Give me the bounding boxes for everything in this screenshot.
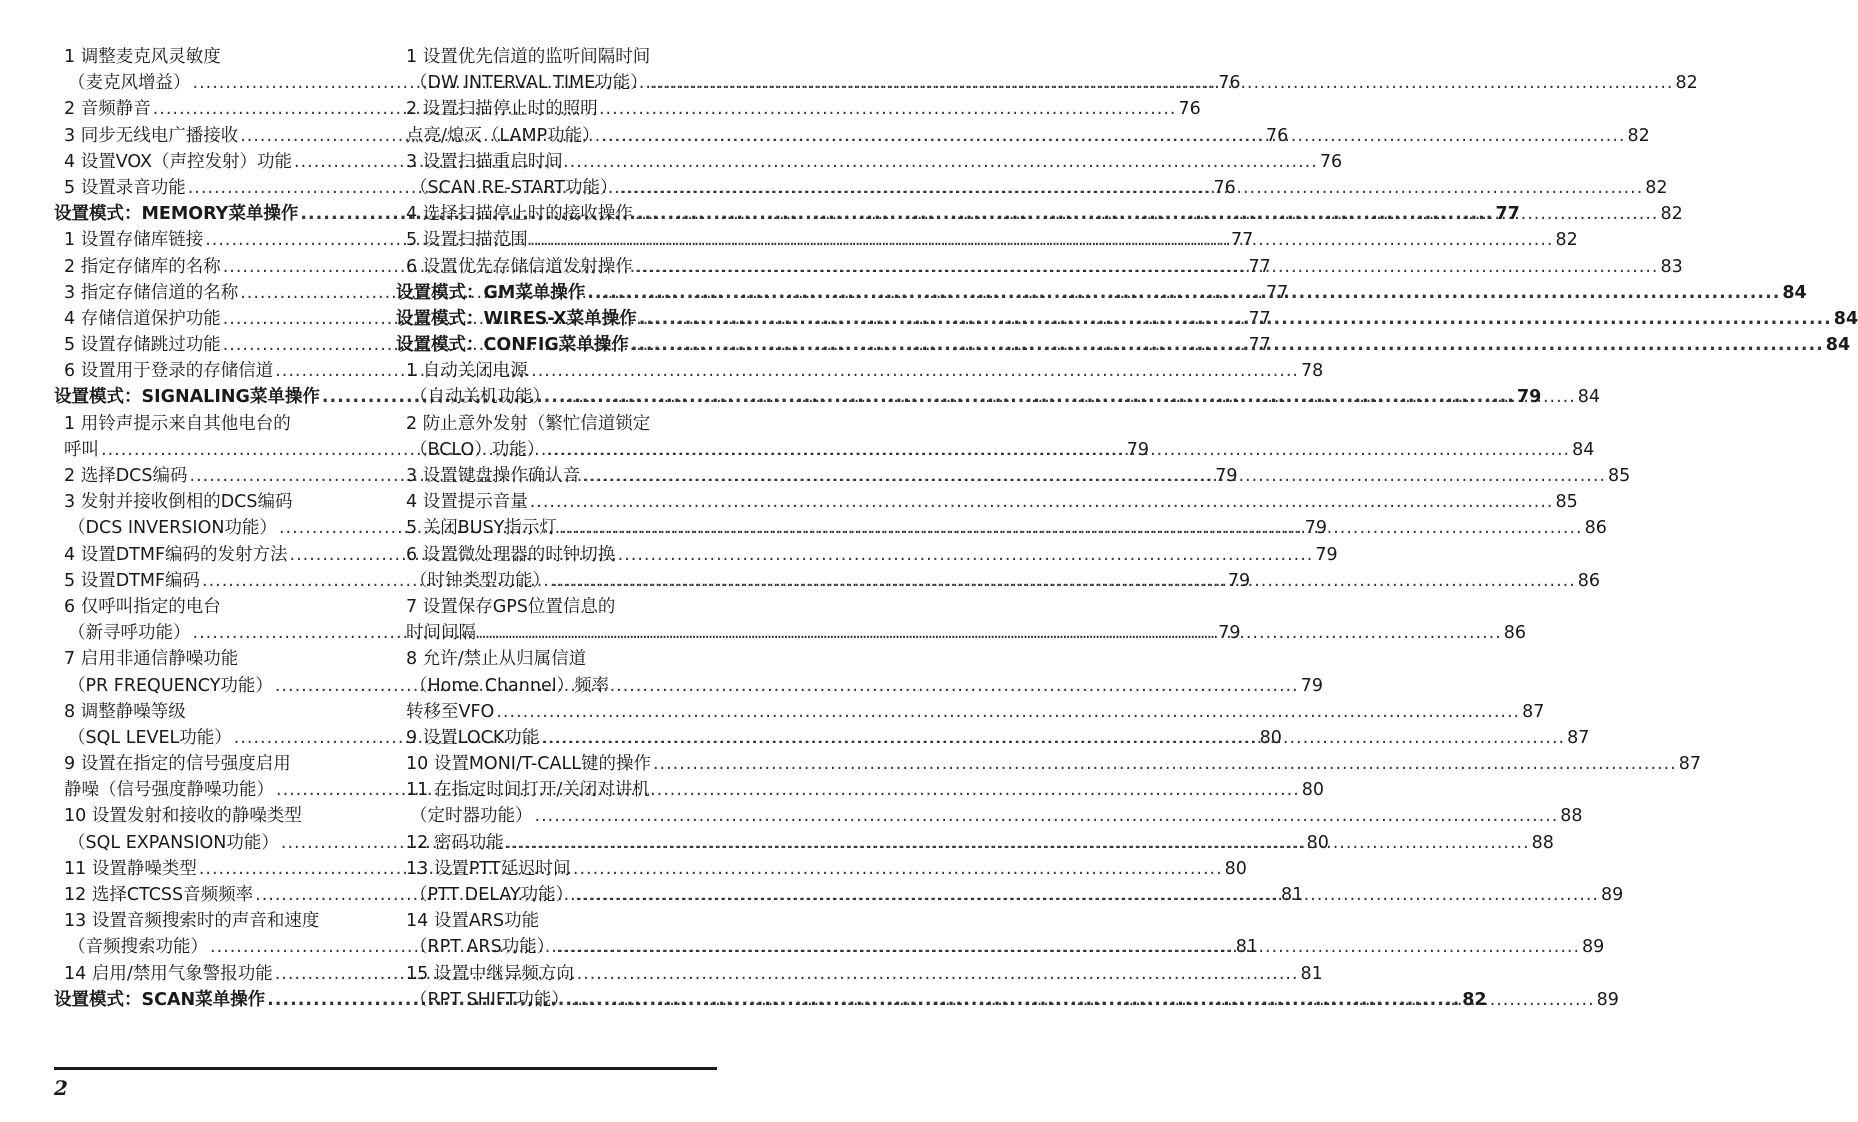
toc-entry-text: 1 自动关闭电源 xyxy=(406,361,528,382)
toc-entry-page: 89 xyxy=(1582,937,1605,958)
toc-leader-dots xyxy=(559,515,1583,541)
toc-entry-text: 3 指定存储信道的名称 xyxy=(64,282,239,303)
toc-entry-text: 呼叫 xyxy=(64,439,99,460)
toc-entry xyxy=(396,699,1545,725)
toc-entry-text: 3 同步无线电广播接收 xyxy=(64,125,239,146)
toc-entry xyxy=(54,411,374,437)
toc-entry xyxy=(54,699,374,725)
toc-entry-page: 76 xyxy=(1178,99,1201,120)
toc-entry-page: 88 xyxy=(1531,832,1554,853)
toc-entry-text: （时钟类型功能） xyxy=(410,570,550,591)
toc-entry-page: 89 xyxy=(1596,989,1619,1010)
toc-leader-dots xyxy=(631,332,1824,358)
toc-entry-page: 82 xyxy=(1645,177,1668,198)
toc-entry-page: 78 xyxy=(1301,361,1324,382)
toc-entry xyxy=(396,149,716,175)
toc-entry-page: 84 xyxy=(1782,282,1807,303)
toc-entry-page: 81 xyxy=(1235,937,1259,958)
toc-entry-text: 12 密码功能 xyxy=(406,832,504,853)
toc-entry-text: 6 设置微处理器的时钟切换 xyxy=(406,544,616,565)
toc-entry-text: 4 设置提示音量 xyxy=(406,492,528,513)
toc-entry xyxy=(396,44,716,70)
toc-entry-page: 76 xyxy=(1319,151,1343,172)
toc-entry-text: 9 设置LOCK功能 xyxy=(406,727,540,748)
toc-entry-page: 79 xyxy=(1227,570,1251,591)
toc-entry xyxy=(396,411,716,437)
toc-entry-page: 77 xyxy=(1248,335,1271,356)
toc-entry-text: 6 设置用于登录的存储信道 xyxy=(64,361,274,382)
toc-entry-text: （PR FREQUENCY功能） xyxy=(68,675,273,696)
toc-entry-text: （DW INTERVAL TIME功能） xyxy=(410,73,648,94)
toc-leader-dots xyxy=(571,987,1595,1013)
toc-entry-text: 2 设置扫描停止时的照明 xyxy=(406,99,598,120)
toc-entry xyxy=(396,646,716,672)
toc-leader-dots xyxy=(478,620,1502,646)
toc-entry-text: 8 允许/禁止从归属信道 xyxy=(406,649,587,670)
toc-entry xyxy=(54,594,374,620)
toc-entry-text: 1 设置优先信道的监听间隔时间 xyxy=(406,47,651,67)
toc-entry-page: 76 xyxy=(1213,177,1236,198)
toc-entry xyxy=(54,489,374,515)
toc-entry xyxy=(396,96,716,122)
toc-entry-text: 2 防止意外发射（繁忙信道锁定 xyxy=(406,413,651,434)
toc-entry-text: （Home Channel）频率 xyxy=(410,675,610,696)
toc-leader-dots xyxy=(556,934,1580,960)
toc-entry-text: 转移至VFO xyxy=(406,701,495,722)
toc-entry-page: 77 xyxy=(1495,204,1520,225)
toc-entry-text: 2 音频静音 xyxy=(64,99,151,120)
toc-entry-text: （麦克风增益） xyxy=(68,73,191,94)
toc-entry-page: 77 xyxy=(1266,282,1289,303)
toc-entry-page: 82 xyxy=(1462,989,1487,1010)
toc-entry-page: 80 xyxy=(1301,780,1325,801)
toc-entry-text: 设置模式：SIGNALING菜单操作 xyxy=(54,387,320,408)
toc-entry-text: 3 设置键盘操作确认音 xyxy=(406,466,581,486)
toc-entry-page: 79 xyxy=(1126,439,1150,460)
toc-entry-page: 87 xyxy=(1567,727,1590,748)
toc-entry-page: 86 xyxy=(1503,623,1527,644)
toc-entry-page: 87 xyxy=(1678,754,1702,775)
toc-leader-dots xyxy=(575,882,1599,908)
toc-leader-dots xyxy=(552,568,1576,594)
toc-entry-text: （定时器功能） xyxy=(410,806,533,827)
toc-entry-page: 84 xyxy=(1833,308,1858,329)
toc-entry-page: 79 xyxy=(1300,675,1323,696)
toc-entry-text: （PTT DELAY功能） xyxy=(410,885,574,905)
toc-entry-page: 82 xyxy=(1555,230,1578,251)
toc-entry-page: 80 xyxy=(1224,858,1247,879)
toc-leader-dots xyxy=(602,123,1626,149)
toc-entry-text: 设置模式：SCAN菜单操作 xyxy=(54,989,266,1010)
page-number: 2 xyxy=(54,1076,68,1100)
toc-entry-page: 76 xyxy=(1218,73,1241,94)
toc-entry-text: 15 设置中继异频方向 xyxy=(406,963,574,984)
toc-leader-dots xyxy=(552,384,1576,410)
toc-entry-text: 5 设置存储跳过功能 xyxy=(64,335,221,356)
toc-entry-page: 82 xyxy=(1627,125,1650,146)
toc-entry-page: 82 xyxy=(1675,73,1698,94)
toc-entry-text: 14 启用/禁用气象警报功能 xyxy=(64,963,273,984)
toc-entry xyxy=(396,777,716,803)
toc-entry-text: （自动关机功能） xyxy=(410,387,550,408)
toc-entry-text: 13 设置音频搜索时的声音和速度 xyxy=(64,911,320,932)
toc-entry-page: 79 xyxy=(1215,466,1238,486)
toc-leader-dots xyxy=(496,699,1520,725)
toc-entry-text: 12 选择CTCSS音频频率 xyxy=(64,885,254,905)
toc-entry-text: 4 选择扫描停止时的接收操作 xyxy=(406,204,633,225)
toc-entry-text: 13 设置PTT延迟时间 xyxy=(406,858,571,879)
toc-entry-text: 3 设置扫描重启时间 xyxy=(406,151,563,172)
toc-entry-page: 80 xyxy=(1259,727,1282,748)
toc-entry-page: 85 xyxy=(1555,492,1578,513)
toc-leader-dots xyxy=(587,280,1780,306)
toc-entry-text: 3 发射并接收倒相的DCS编码 xyxy=(64,492,293,513)
toc-entry-text: 5 关闭BUSY指示灯 xyxy=(406,518,557,539)
toc-leader-dots xyxy=(619,175,1643,201)
toc-entry-text: （音频搜索功能） xyxy=(68,937,208,958)
toc-entry-page: 79 xyxy=(1315,544,1338,565)
toc-entry-text: 静噪（信号强度静噪功能） xyxy=(64,780,274,801)
toc-entry-text: 设置模式：CONFIG菜单操作 xyxy=(396,335,629,356)
toc-entry-text: 2 指定存储库的名称 xyxy=(64,256,221,277)
footer-rule xyxy=(54,1067,717,1070)
toc-entry xyxy=(396,908,716,934)
toc-leader-dots xyxy=(639,306,1832,332)
toc-entry-page: 84 xyxy=(1572,439,1595,460)
toc-entry xyxy=(54,908,374,934)
toc-leader-dots xyxy=(582,463,1606,489)
toc-leader-dots xyxy=(653,751,1677,777)
toc-entry-text: 5 设置录音功能 xyxy=(64,177,186,198)
toc-entry-page: 86 xyxy=(1577,570,1601,591)
toc-entry-page: 79 xyxy=(1218,623,1241,644)
toc-entry xyxy=(54,44,374,70)
toc-entry xyxy=(396,673,716,699)
toc-entry-page: 85 xyxy=(1608,466,1631,486)
toc-entry-text: 7 启用非通信静噪功能 xyxy=(64,649,239,670)
toc-entry-text: 6 仅呼叫指定的电台 xyxy=(64,596,221,617)
toc-entry-text: 5 设置DTMF编码 xyxy=(64,570,201,591)
toc-entry-page: 79 xyxy=(1516,387,1542,408)
toc-entry-text: 11 在指定时间打开/关闭对讲机 xyxy=(406,780,650,801)
toc-entry-text: （SCAN RE-START功能） xyxy=(410,177,618,198)
toc-entry-page: 79 xyxy=(1304,518,1328,539)
toc-entry-text: 14 设置ARS功能 xyxy=(406,911,540,932)
toc-entry-page: 77 xyxy=(1231,230,1254,251)
toc-leader-dots xyxy=(635,201,1659,227)
toc-entry-page: 81 xyxy=(1280,885,1304,905)
toc-entry-text: 4 存储信道保护功能 xyxy=(64,308,221,329)
toc-entry-text: 4 设置DTMF编码的发射方法 xyxy=(64,544,288,565)
toc-entry xyxy=(396,751,1702,777)
toc-entry-text: （DCS INVERSION功能） xyxy=(68,518,277,539)
toc-entry-text: 9 设置在指定的信号强度启用 xyxy=(64,754,291,775)
toc-entry-text: 设置模式：MEMORY菜单操作 xyxy=(54,204,299,225)
toc-entry-text: 1 调整麦克风灵敏度 xyxy=(64,47,221,67)
toc-entry-text: 10 设置MONI/T-CALL键的操作 xyxy=(406,754,651,775)
toc-entry-text: 设置模式：GM菜单操作 xyxy=(396,282,586,303)
toc-entry-page: 82 xyxy=(1660,204,1683,225)
toc-entry-text: 2 选择DCS编码 xyxy=(64,466,188,486)
toc-entry-text: 设置模式：WIRES-X菜单操作 xyxy=(396,308,637,329)
toc-entry-page: 80 xyxy=(1306,832,1329,853)
toc-entry xyxy=(54,803,374,829)
toc-leader-dots xyxy=(635,254,1659,280)
toc-entry-text: 点亮/熄灭（LAMP功能） xyxy=(406,125,600,146)
toc-entry-text: 4 设置VOX（声控发射）功能 xyxy=(64,151,293,172)
toc-entry xyxy=(396,803,1583,829)
toc-entry-text: （RPT SHIFT功能） xyxy=(410,989,569,1010)
toc-entry xyxy=(396,489,1578,515)
toc-entry-text: 11 设置静噪类型 xyxy=(64,858,197,879)
toc-entry-text: 10 设置发射和接收的静噪类型 xyxy=(64,806,302,827)
toc-entry-text: （BCLO）功能） xyxy=(410,439,545,460)
toc-entry xyxy=(396,542,716,568)
toc-entry-page: 76 xyxy=(1266,125,1289,146)
toc-entry xyxy=(396,961,716,987)
toc-leader-dots xyxy=(541,725,1565,751)
toc-entry-text: 5 设置扫描范围 xyxy=(406,230,528,251)
toc-entry-text: 6 设置优先存储信道发射操作 xyxy=(406,256,633,277)
toc-leader-dots xyxy=(535,803,1559,829)
toc-entry-text: （RPT ARS功能） xyxy=(410,937,555,958)
toc-leader-dots xyxy=(530,489,1554,515)
toc-entry xyxy=(396,856,716,882)
toc-entry-text: （SQL EXPANSION功能） xyxy=(68,832,279,853)
toc-leader-dots xyxy=(506,830,1530,856)
toc-entry-text: （SQL LEVEL功能） xyxy=(68,727,232,748)
toc-entry-text: 1 用铃声提示来自其他电台的 xyxy=(64,413,291,434)
toc-entry-page: 88 xyxy=(1560,806,1583,827)
toc-entry-page: 83 xyxy=(1660,256,1683,277)
toc-entry-page: 84 xyxy=(1825,335,1851,356)
toc-entry-page: 77 xyxy=(1248,308,1271,329)
toc-entry xyxy=(396,594,716,620)
toc-leader-dots xyxy=(650,70,1674,96)
toc-leader-dots xyxy=(546,437,1570,463)
toc-entry-text: 7 设置保存GPS位置信息的 xyxy=(406,596,616,617)
toc-entry-page: 87 xyxy=(1522,701,1545,722)
toc-entry xyxy=(54,751,374,777)
toc-entry xyxy=(54,646,374,672)
toc-entry-page: 81 xyxy=(1300,963,1323,984)
toc-entry-text: 时间间隔 xyxy=(406,623,476,644)
toc-entry-text: 8 调整静噪等级 xyxy=(64,701,186,722)
toc-leader-dots xyxy=(530,227,1554,253)
toc-entry-page: 86 xyxy=(1584,518,1607,539)
toc-entry-page: 84 xyxy=(1577,387,1601,408)
toc-entry xyxy=(396,358,716,384)
toc-entry-page: 89 xyxy=(1600,885,1624,905)
toc-entry-text: （新寻呼功能） xyxy=(68,623,191,644)
toc-entry-page: 77 xyxy=(1248,256,1271,277)
toc-entry-text: 1 设置存储库链接 xyxy=(64,230,204,251)
